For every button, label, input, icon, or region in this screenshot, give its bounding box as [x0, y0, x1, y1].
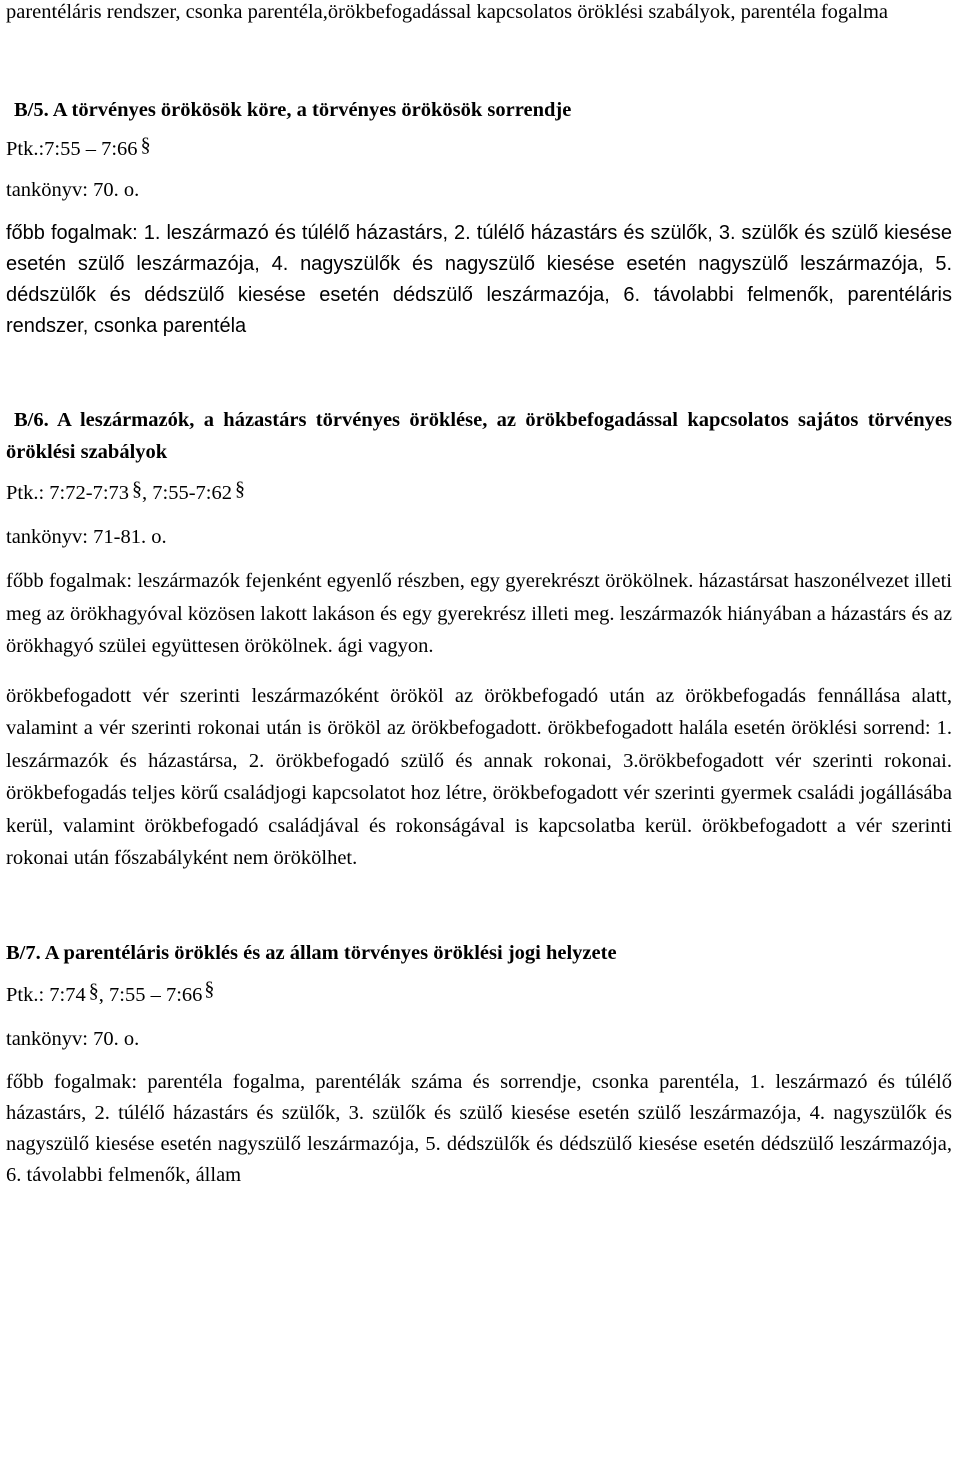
section-label: B/6.: [14, 409, 49, 431]
paragraph-symbol: §: [88, 979, 99, 1002]
fogalmak-paragraph: főbb fogalmak: 1. leszármazó és túlélő házastárs, 2. túlélő házastárs és szülők, 3. szülők és szülő kiesése esetén szülő leszármazója, 4. nagyszülők és nagyszülő kiesése esetén nagyszülő leszármazója, 5. dédszülők és dédszülő kiesése esetén dédszülő leszármazója, 6. távolabbi felmenők, parentéláris rendszer, csonka parentéla: [6, 222, 952, 337]
intro-paragraph: parentéláris rendszer, csonka parentéla,örökbefogadással kapcsolatos öröklési szabályok, parentéla fogalma: [6, 1, 889, 23]
paragraph-symbol: §: [132, 478, 143, 500]
section-heading-b5: [6, 94, 952, 126]
section-title: A leszármazók, a házastárs törvényes öröklése, az örökbefogadással kapcsolatos sajátos törvényes öröklési szabályok: [6, 409, 952, 463]
tankonyv-reference: tankönyv: 71-81. o.: [6, 526, 167, 548]
section-heading-b7: [6, 937, 952, 969]
ptk-range-b: , 7:55 – 7:66: [98, 983, 203, 1006]
ptk-reference: [6, 979, 952, 1011]
section-title: A törvényes örökösök köre, a törvényes örökösök sorrendje: [52, 99, 572, 121]
paragraph-symbol: §: [140, 134, 151, 156]
orokbefogadas-paragraph: örökbefogadott vér szerinti leszármazóként örököl az örökbefogadó után az örökbefogadás fennállása alatt, valamint a vér szerinti rokonai után is örököl az örökbefogadott. örökbefogadott halála esetén öröklési sorrend: 1. leszármazók és házastársa, 2. örökbefogadó szülő és annak rokonai, 3.örökbefogadott vér szerinti rokonai. örökbefogadás teljes körű családjogi kapcsolatot hoz létre, örökbefogadott vér szerinti gyermek családi jogállásába kerül, valamint örökbefogadó családjával és rokonságával is kapcsolatba kerül. örökbefogadott a vér szerinti rokonai után főszabályként nem örökölhet.: [6, 684, 952, 869]
section-label: B/7.: [6, 941, 41, 964]
tankonyv-reference: tankönyv: 70. o.: [6, 179, 140, 201]
ptk-text: Ptk.:7:55 – 7:66: [6, 138, 138, 160]
ptk-reference: [6, 133, 952, 165]
ptk-range-a: 7:72-7:73: [44, 482, 130, 504]
tankonyv-reference: tankönyv: 70. o.: [6, 1027, 140, 1050]
section-heading-b6: [6, 404, 952, 468]
section-title: A parentéláris öröklés és az állam törvényes öröklési jogi helyzete: [44, 941, 617, 964]
ptk-range-b: , 7:55-7:62: [142, 482, 232, 504]
ptk-prefix: Ptk.:: [6, 482, 45, 504]
paragraph-symbol: §: [234, 478, 245, 500]
fogalmak-paragraph: főbb fogalmak: leszármazók fejenként egyenlő részben, egy gyerekrészt örökölnek. házastársat haszonélvezet illeti meg az örökhagyóval közösen lakott lakáson és egy gyerekrész illeti meg. leszármazók hiányában a házastárs és az örökhagyó szülei együttesen örökölnek. ági vagyon.: [6, 570, 952, 657]
fogalmak-paragraph: főbb fogalmak: parentéla fogalma, parentélák száma és sorrendje, csonka parentéla, 1. leszármazó és túlélő házastárs, 2. túlélő házastárs és szülők, 3. szülők és szülő kiesése esetén szülő leszármazója, 4. nagyszülők és nagyszülő kiesése esetén nagyszülő leszármazója, 5. dédszülők és dédszülő kiesése esetén dédszülő leszármazója, 6. távolabbi felmenők, állam: [6, 1070, 952, 1186]
ptk-reference: [6, 477, 952, 509]
ptk-range-a: Ptk.: 7:74: [6, 983, 86, 1006]
paragraph-symbol: §: [204, 977, 215, 1000]
section-label: B/5.: [14, 99, 49, 121]
